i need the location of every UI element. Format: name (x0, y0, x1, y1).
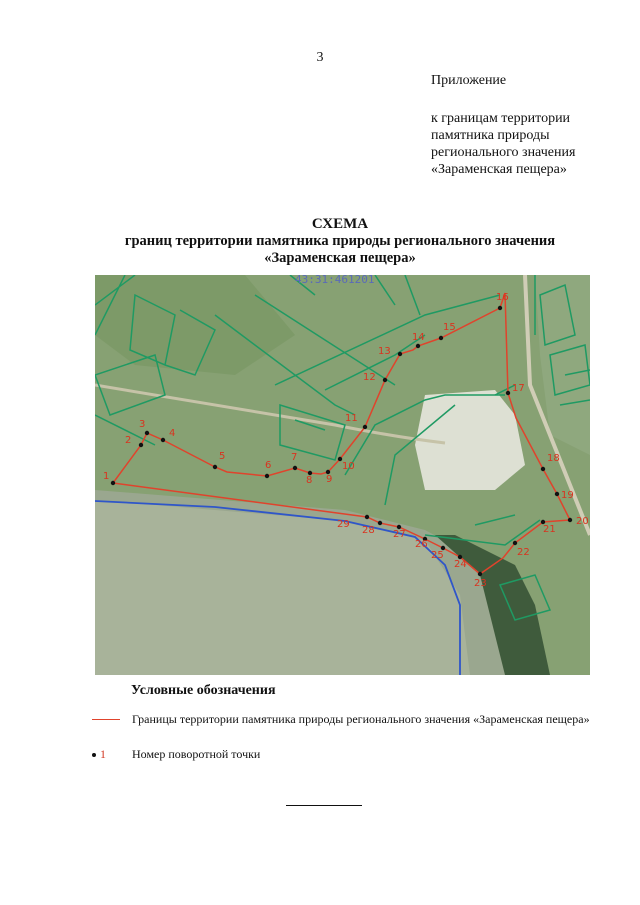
appendix-label: Приложение (431, 73, 507, 88)
turning-point-label: 21 (543, 524, 556, 535)
boundary-map (95, 275, 590, 675)
turning-point-label: 22 (517, 547, 530, 558)
turning-point-label: 9 (326, 474, 333, 485)
map-graphic (95, 275, 590, 675)
turning-point-dot (478, 572, 482, 576)
turning-point-label: 27 (393, 529, 406, 540)
turning-point-label: 4 (169, 428, 176, 439)
cadastral-label: 43:31:461201 (295, 275, 375, 286)
turning-point-label: 11 (345, 413, 358, 424)
turning-point-dot (513, 541, 517, 545)
turning-point-label: 14 (412, 332, 425, 343)
legend-point-symbol (92, 747, 122, 761)
turning-point-dot (541, 467, 545, 471)
turning-point-dot (568, 518, 572, 522)
turning-point-label: 3 (139, 419, 146, 430)
turning-point-dot (139, 443, 143, 447)
turning-point-dot (111, 481, 115, 485)
legend-point-text: Номер поворотной точки (132, 747, 261, 761)
appendix-line: памятника природы (431, 128, 550, 143)
turning-point-label: 18 (547, 453, 560, 464)
turning-point-dot (265, 474, 269, 478)
appendix-line: к границам территории (431, 111, 571, 126)
legend-title: Условные обозначения (131, 683, 276, 698)
turning-point-dot (555, 492, 559, 496)
scheme-title-line2: границ территории памятника природы регионального значения (124, 233, 556, 249)
turning-point-label: 12 (363, 372, 376, 383)
scheme-title-line1: СХЕМА (311, 216, 369, 232)
turning-point-dot (161, 438, 165, 442)
appendix-block (431, 72, 621, 178)
scheme-title-line3: «Зараменская пещера» (264, 250, 416, 266)
appendix-line: регионального значения (431, 145, 576, 160)
turning-point-label: 20 (576, 516, 589, 527)
turning-point-label: 23 (474, 578, 487, 589)
legend-row-boundary (92, 712, 602, 742)
point-dot-icon (92, 753, 96, 757)
turning-point-dot (498, 306, 502, 310)
turning-point-label: 5 (219, 451, 226, 462)
turning-point-dot (439, 336, 443, 340)
turning-point-dot (506, 391, 510, 395)
turning-point-dot (293, 466, 297, 470)
turning-point-dot (213, 465, 217, 469)
legend-boundary-text: Границы территории памятника природы регионального значения «Зараменская пещера» (132, 712, 590, 726)
turning-point-dot (416, 344, 420, 348)
turning-point-dot (365, 515, 369, 519)
turning-point-label: 1 (103, 471, 110, 482)
scheme-title (0, 216, 640, 267)
turning-point-dot (398, 352, 402, 356)
turning-point-label: 7 (291, 452, 298, 463)
turning-point-label: 24 (454, 559, 467, 570)
turning-point-dot (145, 431, 149, 435)
footer-rule (286, 805, 362, 806)
legend-point-number: 1 (100, 747, 106, 761)
turning-point-label: 2 (125, 435, 132, 446)
turning-point-label: 25 (431, 550, 444, 561)
turning-point-label: 29 (337, 519, 350, 530)
turning-point-label: 13 (378, 346, 391, 357)
turning-point-dot (363, 425, 367, 429)
turning-point-label: 28 (362, 525, 375, 536)
page-number: 3 (316, 50, 324, 65)
turning-point-label: 8 (306, 475, 313, 486)
turning-point-label: 17 (512, 383, 525, 394)
legend-row-point (92, 747, 602, 763)
turning-point-label: 15 (443, 322, 456, 333)
turning-point-label: 16 (496, 292, 509, 303)
turning-point-label: 10 (342, 461, 355, 472)
legend-boundary-symbol (92, 712, 122, 720)
turning-point-label: 19 (561, 490, 574, 501)
appendix-line: «Зараменская пещера» (431, 162, 567, 177)
turning-point-label: 26 (415, 539, 428, 550)
turning-point-label: 6 (265, 460, 272, 471)
turning-point-dot (378, 521, 382, 525)
turning-point-dot (383, 378, 387, 382)
